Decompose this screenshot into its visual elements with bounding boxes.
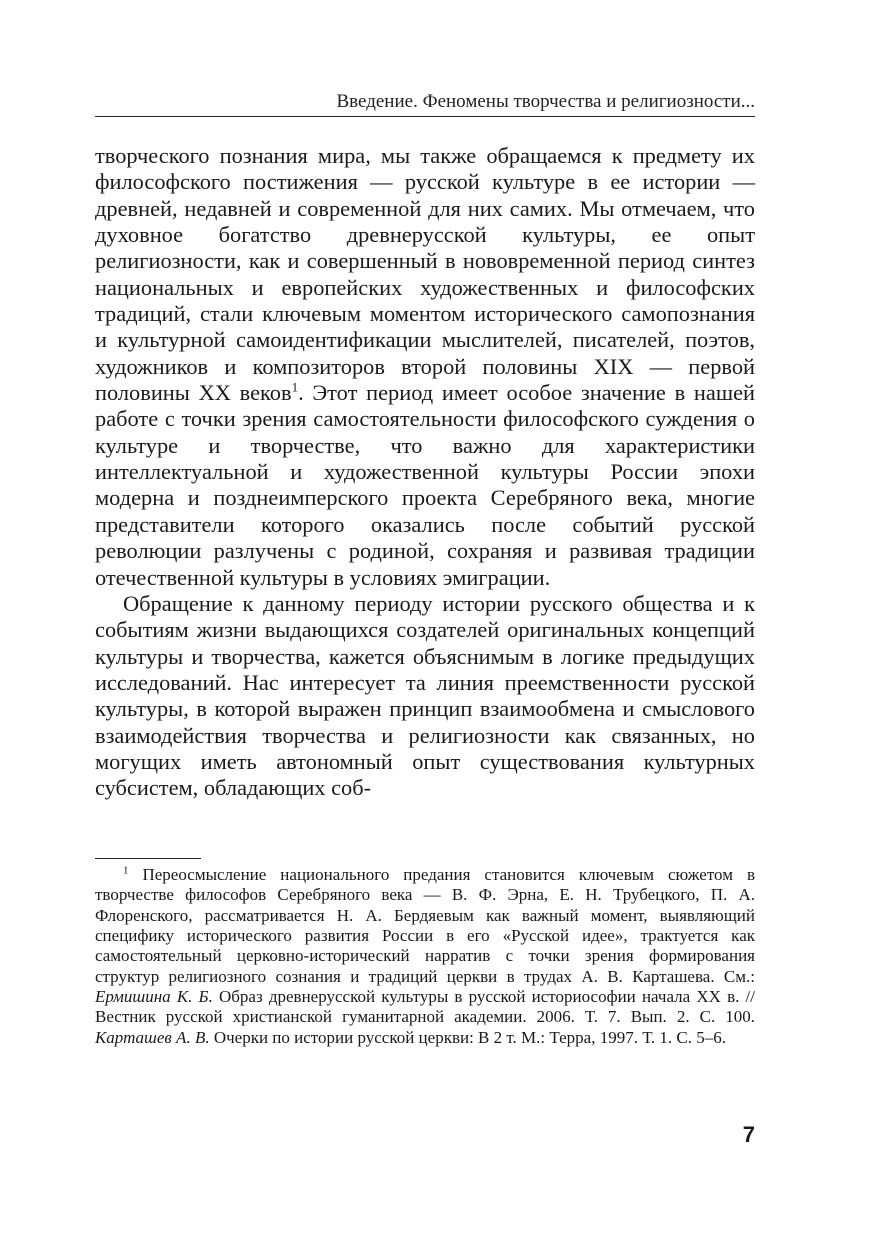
footnote-text-a: Переосмысление национального предания становится ключевым сюжетом в творчестве философов Серебряного века — В. Ф. Эрна, Е. Н. Трубецкого, П. А. Флоренского, рассматривается Н. А. Бердяевым как важный момент, выявляющий специфику исторического развития России в его «Русской идее», трактуется как самостоятельный церковно-исторический нарратив с точки зрения формирования структур религиозного сознания и традиций церкви в трудах А. В. Карташева. См.: [95, 865, 755, 986]
paragraph-1-text: творческого познания мира, мы также обращаемся к предмету их философского постижения — русской культуре в ее истории — древней, недавней и современной для них самих. Мы отмечаем, что духовное богатство древнерусской культуры, ее опыт религиозности, как и совершенный в нововременной период синтез национальных и европейских художественных и философских традиций, стали ключевым моментом исторического самопознания и культурной самоидентификации мыслителей, писателей, поэтов, художников и композиторов второй половины XIX — первой половины XX веков [95, 143, 755, 406]
page-number: 7 [742, 1122, 755, 1147]
paragraph-2: Обращение к данному периоду истории русского общества и к событиям жизни выдающихся создателей оригинальных концепций культуры и творчества, кажется объяснимым в логике предыдущих исследований. Нас интересует та линия преемственности русской культуры, в которой выражен принцип взаимообмена и смыслового взаимодействия творчества и религиозности как связанных, но могущих иметь автономный опыт существования культурных субсистем, обладающих соб- [95, 590, 755, 801]
main-text [95, 143, 755, 802]
footnote-author-1: Ермишина К. Б. [95, 987, 213, 1007]
footnote-reference: 1 [291, 379, 299, 395]
footnote-text-b: Образ древнерусской культуры в русской историософии начала XX в. // Вестник русской христианской гуманитарной академии. 2006. Т. 7. Вып. 2. С. 100. [95, 987, 755, 1027]
footnote [95, 865, 755, 1048]
footnote-rule [95, 858, 201, 859]
running-head: Введение. Феномены творчества и религиозности... [336, 91, 755, 112]
footnote-mark: 1 [123, 864, 129, 877]
footnote-author-2: Карташев А. В. [95, 1027, 210, 1047]
footnote-text-c: Очерки по истории русской церкви: В 2 т. М.: Терра, 1997. Т. 1. С. 5–6. [209, 1027, 726, 1047]
paragraph-1 [95, 143, 755, 591]
paragraph-1-tail: . Этот период имеет особое значение в нашей работе с точки зрения самостоятельности философского суждения о культуре и творчестве, что важно для характеристики интеллектуальной и художественной культуры России эпохи модерна и позднеимперского проекта Серебряного века, многие представители которого оказались после событий русской революции разлучены с родиной, сохраняя и развивая традиции отечественной культуры в условиях эмиграции. [95, 380, 755, 590]
footnote-paragraph [95, 865, 755, 1048]
header-rule [95, 116, 755, 117]
